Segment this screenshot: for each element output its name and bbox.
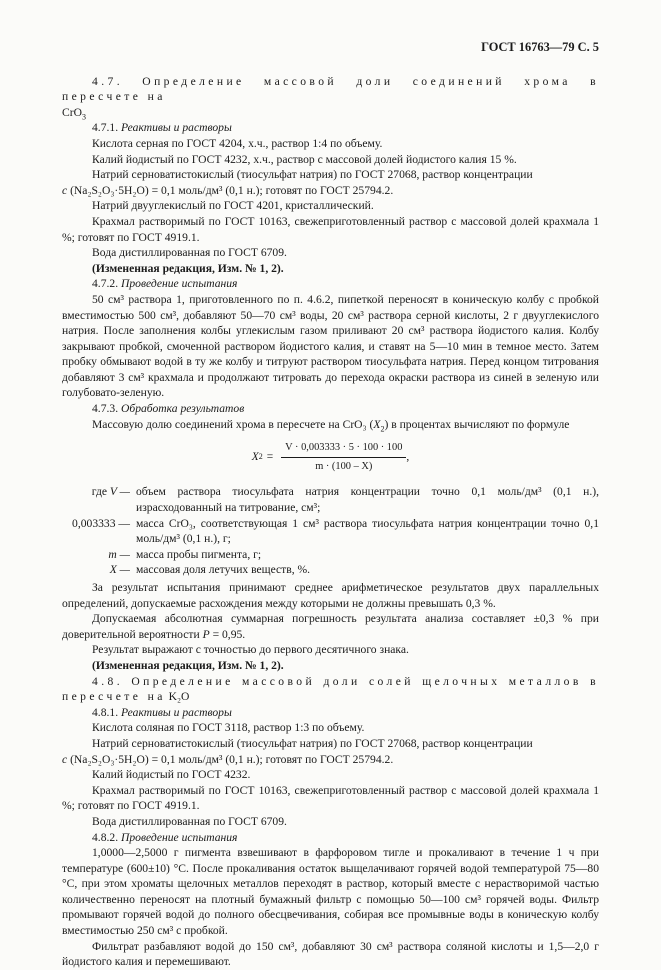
reagent-line: Вода дистиллированная по ГОСТ 6709.: [92, 814, 287, 828]
formula-definitions: [62, 484, 599, 578]
section-4-7-title-end: CrO$_3$: [62, 105, 86, 122]
reagent-line-cont: c (Na₂S₂O₃·5H₂O) = 0,1 моль/дм³ (0,1 н.); готовят по ГОСТ 25794.2.: [62, 183, 394, 197]
formula-x2: X 2 = $\frac{V \cdot 0,003333 \cdot 5 \cdot 100 \cdot 100}{m \cdot (100 - X)}$ ,: [62, 440, 599, 474]
calc-intro: Массовую долю соединений хрома в пересчете на CrO₃ $(X_2)$ в процентах вычисляют по формуле: [92, 417, 570, 433]
procedure-text: 1,0000—2,5000 г пигмента взвешивают в фарфоровом тигле и прокаливают в течение 1 ч при температуре (600±10) °С. После прокаливания остаток выщелачивают горячей водой температурой 75—80 °С, при этом хроматы щелочных металлов переходят в раствор, который вместе с нерастворимой частью количественно переносят на плотный бумажный фильтр с помощью 50—100 см³ горячей воды. Фильтр промывают горячей водой до полного обесцвечивания, собирая все промывные воды в коническую колбу вместимостью 250 см³ с пробкой.: [62, 846, 599, 938]
reagent-line: Калий йодистый по ГОСТ 4232.: [92, 768, 251, 782]
edition-note: (Измененная редакция, Изм. № 1, 2).: [92, 658, 284, 672]
reagent-line: Кислота серная по ГОСТ 4204, х.ч., раствор 1:4 по объему.: [92, 136, 383, 150]
formula-fraction: [281, 440, 406, 474]
result-paragraph: Допускаемая абсолютная суммарная погрешность результата анализа составляет ±0,3 % при доверительной вероятности P = 0,95.: [62, 612, 599, 641]
subsection-4-7-3: 4.7.3. Обработка результатов: [92, 402, 245, 416]
section-4-8-title: 4.8. Определение массовой доли солей щелочных металлов в пересчете на K₂O: [62, 674, 599, 704]
result-paragraph: Результат выражают с точностью до первого десятичного знака.: [92, 643, 409, 657]
reagent-line: Кислота соляная по ГОСТ 3118, раствор 1:3 по объему.: [92, 721, 365, 735]
reagent-line: Крахмал растворимый по ГОСТ 10163, свежеприготовленный раствор с массовой долей крахмала 1 %; готовят по ГОСТ 4919.1.: [62, 214, 599, 244]
procedure-text: Фильтрат разбавляют водой до 150 см³, добавляют 30 см³ раствора соляной кислоты и 1,5—2,0 г йодистого калия и перемешивают.: [62, 939, 599, 969]
reagent-line: Натрий серноватистокислый (тиосульфат натрия) по ГОСТ 27068, раствор концентрации: [92, 168, 533, 182]
reagent-line: Натрий серноватистокислый (тиосульфат натрия) по ГОСТ 27068, раствор концентрации: [92, 736, 533, 750]
formula-numerator: V · 0,003333 · 5 · 100 · 100: [281, 440, 406, 458]
procedure-text: 50 см³ раствора 1, приготовленного по п. 4.6.2, пипеткой переносят в коническую колбу с пробкой вместимостью 500 см³, добавляют 50—70 см³ воды, 20 см³ раствора серной кислоты, 2 г двууглекислого натрия. После заполнения колбы углекислым газом приливают 20 см³ раствора йодистого калия. Колбу закрывают пробкой, смоченной раствором йодистого калия, и ставят на 5—10 мин в темное место. Затем пробку обмывают водой в ту же колбу и титруют раствором тиосульфата натрия. Перед концом титрования добавляют 3 см³ крахмала и продолжают титровать до перехода окраски раствора из синей в зеленую или голубовато-зеленую.: [62, 292, 599, 400]
definition-m: m — масса пробы пигмента, г;: [108, 547, 262, 561]
definition-v: где V — объем раствора тиосульфата натрия концентрации точно 0,1 моль/дм³ (0,1 н.), израсходованный на титрование, см³;: [91, 485, 599, 515]
page-header: ГОСТ 16763—79 С. 5: [481, 40, 599, 54]
reagent-line-cont: c (Na₂S₂O₃·5H₂O) = 0,1 моль/дм³ (0,1 н.); готовят по ГОСТ 25794.2.: [62, 752, 394, 766]
result-paragraph: За результат испытания принимают среднее арифметическое результатов двух параллельных определений, допускаемые расхождения между которыми не должны превышать 0,3 %.: [62, 581, 599, 610]
reagent-line: Крахмал растворимый по ГОСТ 10163, свежеприготовленный раствор с массовой долей крахмала 1 %; готовят по ГОСТ 4919.1.: [62, 783, 599, 813]
reagent-line: Натрий двууглекислый по ГОСТ 4201, кристаллический.: [92, 199, 374, 213]
subsection-4-7-2: 4.7.2. Проведение испытания: [92, 277, 238, 291]
reagent-line: Калий йодистый по ГОСТ 4232, х.ч., раствор с массовой долей йодистого калия 15 %.: [92, 152, 517, 166]
section-4-7-title: 4.7. Определение массовой доли соединений хрома в пересчете на: [62, 74, 599, 104]
definition-x: X — массовая доля летучих веществ, %.: [109, 563, 311, 577]
subsection-4-7-1: 4.7.1. Реактивы и растворы: [92, 121, 232, 135]
reagent-line: Вода дистиллированная по ГОСТ 6709.: [92, 246, 287, 260]
definition-constant: 0,003333 — масса CrO₃, соответствующая 1 см³ раствора тиосульфата натрия концентрации точно 0,1 моль/дм³ (0,1 н.), г;: [72, 516, 599, 546]
subsection-4-8-2: 4.8.2. Проведение испытания: [92, 830, 238, 844]
formula-denominator: m · (100 – X): [315, 460, 373, 472]
edition-note: (Измененная редакция, Изм. № 1, 2).: [92, 261, 284, 275]
subsection-4-8-1: 4.8.1. Реактивы и растворы: [92, 705, 232, 719]
